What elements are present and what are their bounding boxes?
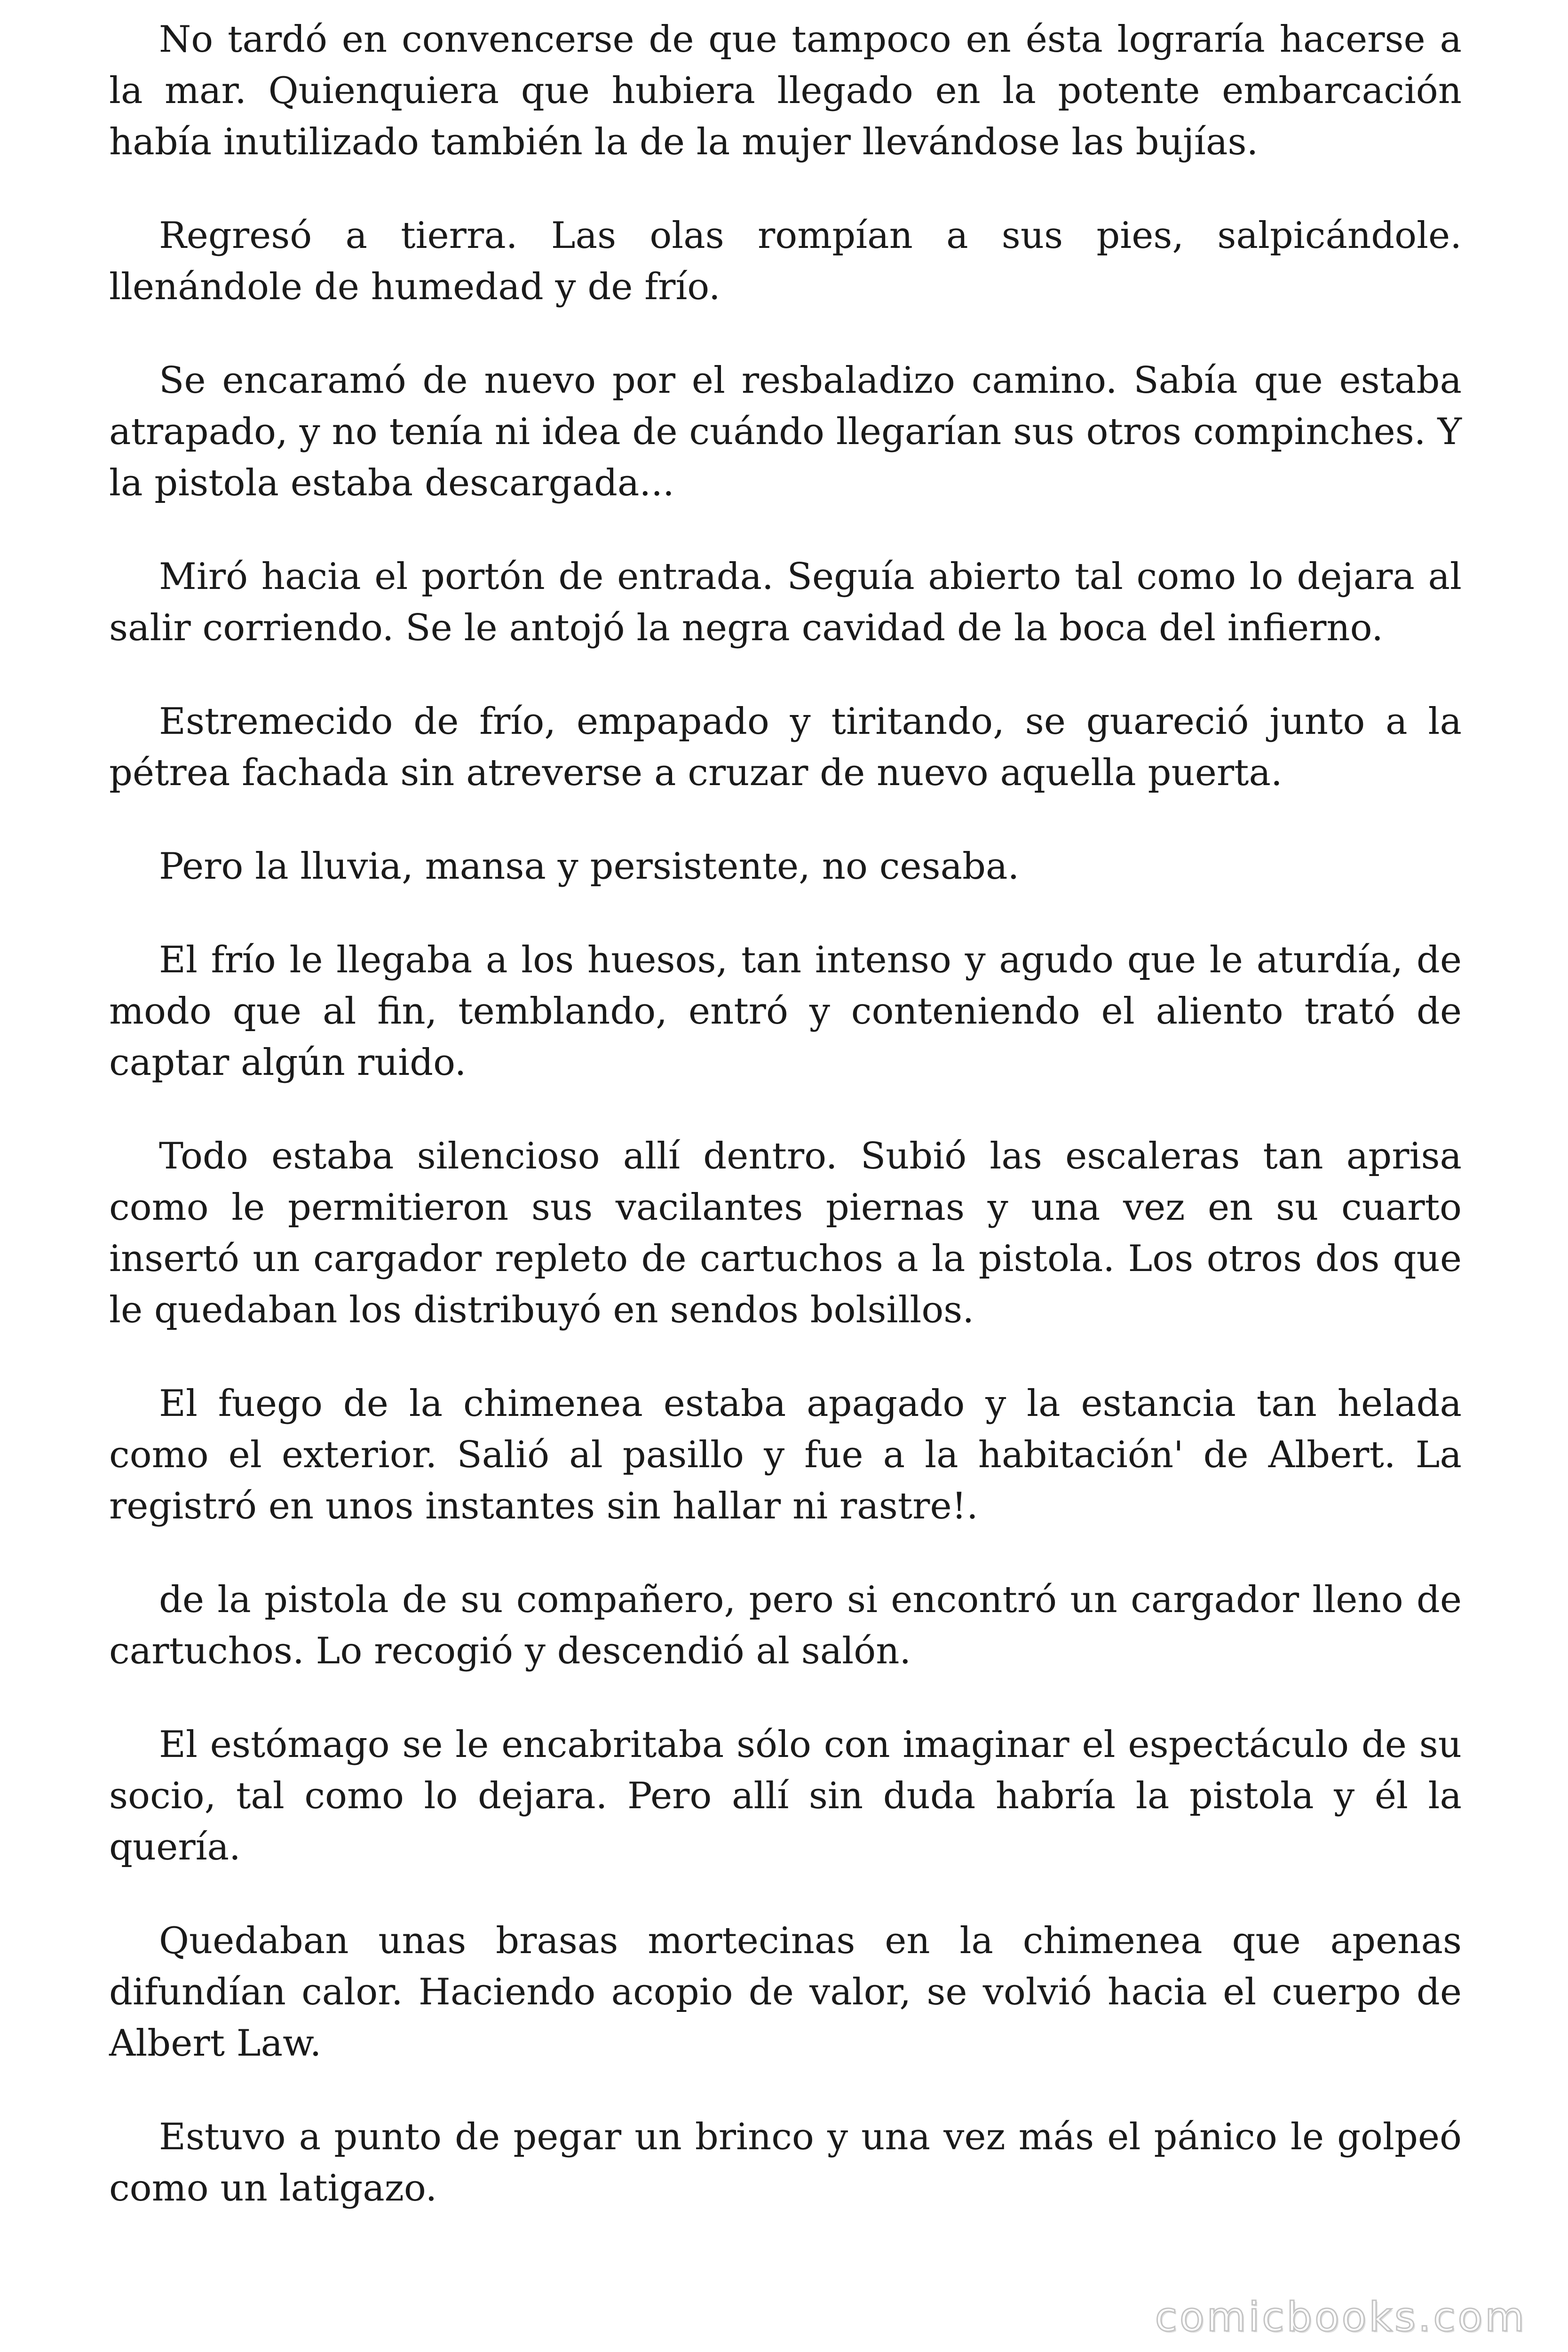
paragraph: de la pistola de su compañero, pero si encontró un cargador lleno de cartuchos. Lo recogió y descendió al salón. <box>109 1579 1462 1672</box>
paragraph: Pero la lluvia, mansa y persistente, no cesaba. <box>159 845 1020 888</box>
book-page <box>109 14 1462 2257</box>
paragraph: Estuvo a punto de pegar un brinco y una vez más el pánico le golpeó como un latigazo. <box>109 2116 1462 2209</box>
paragraph: Estremecido de frío, empapado y tiritando, se guareció junto a la pétrea fachada sin atreverse a cruzar de nuevo aquella puerta. <box>109 700 1462 794</box>
paragraph: Miró hacia el portón de entrada. Seguía abierto tal como lo dejara al salir corriendo. Se le antojó la negra cavidad de la boca del infierno. <box>109 556 1462 649</box>
paragraph: Regresó a tierra. Las olas rompían a sus pies, salpicándole. llenándole de humedad y de frío. <box>109 215 1462 308</box>
paragraph: El estómago se le encabritaba sólo con imaginar el espectáculo de su socio, tal como lo dejara. Pero allí sin duda habría la pistola y él la quería. <box>109 1724 1462 1868</box>
paragraph: No tardó en convencerse de que tampoco en ésta lograría hacerse a la mar. Quienquiera que hubiera llegado en la potente embarcación había inutilizado también la de la mujer llevándose las bujías. <box>109 18 1462 163</box>
paragraph: Todo estaba silencioso allí dentro. Subió las escaleras tan aprisa como le permitieron sus vacilantes piernas y una vez en su cuarto insertó un cargador repleto de cartuchos a la pistola. Los otros dos que le quedaban los distribuyó en sendos bolsillos. <box>109 1135 1462 1331</box>
paragraph: Se encaramó de nuevo por el resbaladizo camino. Sabía que estaba atrapado, y no tenía ni idea de cuándo llegarían sus otros compinches. Y la pistola estaba descargada... <box>109 359 1462 504</box>
paragraph: El frío le llegaba a los huesos, tan intenso y agudo que le aturdía, de modo que al fin, temblando, entró y conteniendo el aliento trató de captar algún ruido. <box>109 939 1462 1084</box>
paragraph: Quedaban unas brasas mortecinas en la chimenea que apenas difundían calor. Haciendo acopio de valor, se volvió hacia el cuerpo de Albert Law. <box>109 1920 1462 2065</box>
paragraph: El fuego de la chimenea estaba apagado y la estancia tan helada como el exterior. Salió al pasillo y fue a la habitación' de Albert. La registró en unos instantes sin hallar ni rastre!. <box>109 1383 1462 1527</box>
watermark: comicbooks.com <box>1155 2294 1527 2341</box>
